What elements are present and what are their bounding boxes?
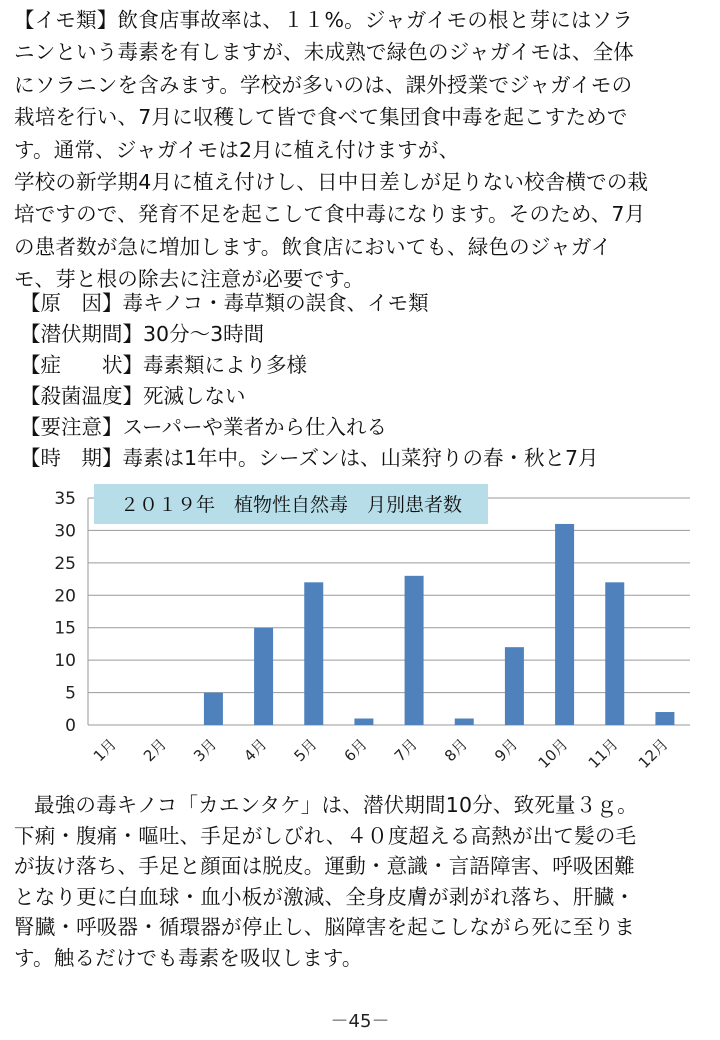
x-tick-label: 2月	[139, 735, 171, 766]
monthly-patients-chart	[20, 482, 700, 782]
bar-10月	[555, 524, 574, 725]
intro-line: 【イモ類】飲食店事故率は、１１%。ジャガイモの根と芽にはソラ	[14, 8, 633, 32]
bar-4月	[254, 628, 273, 725]
page-number: －45－	[330, 1011, 390, 1032]
closing-line: 最強の毒キノコ「カエンタケ」は、潜伏期間10分、致死量３ｇ。	[34, 793, 638, 817]
closing-line: す。触るだけでも毒素を吸収します。	[14, 945, 363, 970]
x-tick-label: 4月	[240, 735, 271, 766]
bar-6月	[354, 719, 373, 725]
intro-line: の患者数が急に増加します。飲食店においても、緑色のジャガイ	[14, 234, 612, 259]
intro-line: ニンという毒素を有しますが、未成熟で緑色のジャガイモは、全体	[14, 40, 634, 65]
info-list	[20, 288, 710, 474]
y-tick-label: 20	[54, 586, 76, 607]
x-axis-ticks	[90, 735, 672, 772]
bar-11月	[605, 582, 624, 725]
closing-line: 腎臓・呼吸器・循環器が停止し、脳障害を起こしながら死に至りま	[14, 915, 635, 939]
y-tick-label: 25	[54, 553, 76, 574]
info-row-sterilization: 【殺菌温度】死滅しない	[20, 384, 246, 408]
x-tick-label: 6月	[340, 735, 371, 766]
intro-line: 学校の新学期4月に植え付けし、日中日差しが足りない校舎横での栽	[14, 170, 649, 195]
y-axis-ticks	[54, 489, 76, 736]
info-row-symptoms: 【症 状】毒素類により多様	[20, 353, 307, 377]
x-tick-label: 1月	[89, 735, 120, 766]
x-tick-label: 10月	[534, 735, 572, 772]
bar-12月	[655, 712, 674, 725]
x-tick-label: 11月	[584, 735, 622, 772]
chart-title-box	[94, 484, 488, 524]
intro-line: 栽培を行い、7月に収穫して皆で食べて集団食中毒を起こすためで	[14, 105, 628, 130]
chart-gridlines	[88, 498, 690, 725]
bar-5月	[304, 582, 323, 725]
y-tick-label: 35	[54, 489, 76, 509]
info-row-caution: 【要注意】スーパーや業者から仕入れる	[20, 415, 387, 439]
closing-line: となり更に白血球・血小板が激減、全身皮膚が剥がれ落ち、肝臓・	[14, 884, 635, 909]
intro-line: 培ですので、発育不足を起こして食中毒になります。そのため、7月	[14, 202, 646, 227]
bar-3月	[204, 693, 223, 725]
closing-paragraph	[14, 790, 710, 973]
intro-paragraph	[14, 4, 710, 296]
intro-line: モ、芽と根の除去に注意が必要です。	[14, 267, 365, 292]
info-row-season: 【時 期】毒素は1年中。シーズンは、山菜狩りの春・秋と7月	[20, 446, 599, 470]
x-tick-label: 9月	[491, 735, 522, 766]
x-tick-label: 5月	[290, 735, 321, 766]
closing-line: 下痢・腹痛・嘔吐、手足がしびれ、４０度超える高熱が出て髪の毛	[14, 823, 637, 848]
x-tick-label: 8月	[440, 735, 472, 766]
y-tick-label: 5	[65, 683, 76, 704]
chart-bars	[204, 524, 675, 725]
intro-line: にソラニンを含みます。学校が多いのは、課外授業でジャガイモの	[14, 72, 633, 97]
bar-9月	[505, 647, 524, 725]
chart-title: ２０１９年 植物性自然毒 月別患者数	[119, 494, 463, 516]
y-tick-label: 30	[54, 521, 76, 542]
bar-8月	[455, 719, 474, 725]
x-tick-label: 3月	[190, 735, 221, 766]
intro-line: す。通常、ジャガイモは2月に植え付けますが、	[14, 137, 460, 162]
y-tick-label: 0	[65, 716, 76, 736]
info-row-incubation: 【潜伏期間】30分～3時間	[20, 322, 265, 346]
info-row-cause: 【原 因】毒キノコ・毒草類の誤食、イモ類	[20, 291, 429, 315]
closing-line: が抜け落ち、手足と顔面は脱皮。運動・意識・言語障害、呼吸困難	[14, 854, 635, 878]
x-tick-label: 12月	[634, 735, 672, 772]
bar-7月	[405, 576, 424, 725]
x-tick-label: 7月	[390, 735, 421, 766]
y-tick-label: 10	[54, 651, 76, 672]
y-tick-label: 15	[54, 618, 76, 639]
